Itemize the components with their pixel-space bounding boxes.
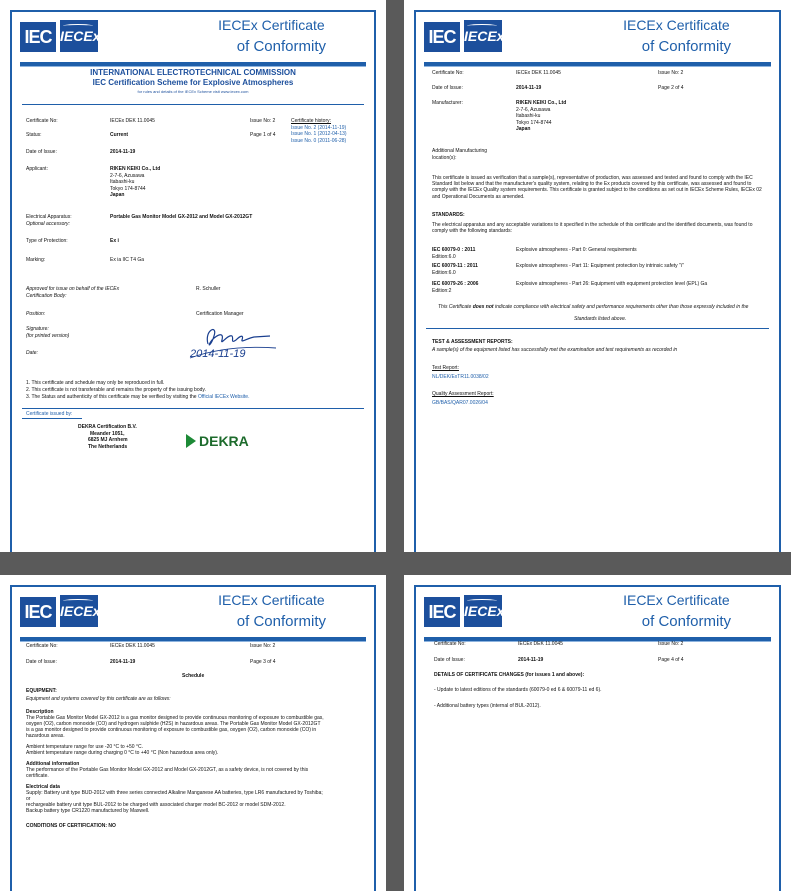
certificate-title: IECEx Certificate of Conformity — [218, 592, 326, 630]
cert-no-label: Certificate No: — [26, 643, 58, 649]
date-label: Date of Issue: — [432, 85, 463, 91]
description-text: oxygen (O2), carbon monoxide (CO) and hydrogen sulphide (H2S) in hazardous areas. The Portable Gas Monitor Model GX-2012GT — [26, 721, 321, 727]
applicant-address: 2-7-6, Azusawa — [110, 172, 145, 179]
page-number: Page 3 of 4 — [250, 659, 276, 665]
equipment-sub: Equipment and systems covered by this certificate are as follows: — [26, 696, 171, 702]
note-1: 1. This certificate and schedule may only be reproduced in full. — [26, 380, 165, 386]
certificate-title: IECEx Certificate of Conformity — [623, 17, 731, 55]
change-item: - Additional battery types (internal of BUL-2012). — [434, 703, 541, 709]
certificate-title: IECEx Certificate of Conformity — [218, 17, 326, 55]
cert-no: IECEx DEK 11.0045 — [110, 118, 155, 124]
certificate-header — [424, 14, 771, 60]
applicant-address: Itabashi-ku — [110, 179, 135, 185]
approver-name: R. Schuller — [196, 286, 221, 292]
history-label: Certificate history: — [291, 118, 332, 124]
certificate-page-1 — [0, 0, 386, 552]
manufacturer-country: Japan — [516, 126, 531, 132]
page-number: Page 1 of 4 — [250, 132, 276, 138]
issuer-address: Meander 1051, — [90, 430, 125, 437]
certificate-page-3 — [0, 575, 386, 891]
applicant-address: Tokyo 174-8744 — [110, 185, 146, 192]
optional-accessory-label: Optional accessory: — [26, 221, 70, 227]
certificate-page-2 — [404, 0, 791, 552]
disclaimer: This Certificate does not indicate compliance with electrical safety and performance requirements other than those expressly included in the — [438, 304, 749, 310]
test-report-link[interactable]: NL/DEK/ExTR11.0038/02 — [432, 374, 489, 380]
date-label: Date of Issue: — [26, 149, 57, 155]
signature-label: (for printed version) — [26, 332, 70, 339]
apparatus-label: Electrical Apparatus: — [26, 214, 72, 220]
iecex-website-link[interactable]: Official IECEx Website. — [197, 394, 250, 400]
cert-no: IECEx DEK 11.0045 — [110, 643, 155, 649]
iec-logo: IEC — [424, 597, 460, 627]
iecex-logo: IECEx — [60, 595, 98, 627]
manufacturer-address: Itabashi-ku — [516, 113, 541, 119]
manufacturer-address: 2-7-6, Azusawa — [516, 106, 551, 113]
additional-location-label: Additional Manufacturing — [432, 148, 488, 154]
page-number: Page 2 of 4 — [658, 85, 684, 91]
conditions-heading: CONDITIONS OF CERTIFICATION: NO — [26, 823, 116, 829]
change-item: - Update to latest editions of the standards (60079-0 ed 6 & 60079-11 ed 6). — [434, 687, 602, 693]
verification-text: This certificate is issued as verification that a sample(s), representative of production, was assessed and tested and found to comply with the IEC Standard list below and that the manufacturer's quality system, relating to the Ex products covered by this certificate, was assessed and found to comply with the IECEx Quality system requirements. This certificate is granted subject to the conditions as set out in IECEx Scheme Rules, IECEx 02 and Operational Documents as amended. — [432, 175, 762, 200]
issuer-name: DEKRA Certification B.V. — [78, 424, 137, 430]
date-value: 2014-11-19 — [516, 85, 542, 91]
additional-location-label: location(s): — [432, 154, 457, 161]
applicant-label: Applicant: — [26, 166, 48, 172]
equipment-heading: EQUIPMENT: — [26, 688, 57, 694]
protection-label: Type of Protection: — [26, 238, 68, 244]
certificate-header — [20, 14, 366, 60]
date-value: 2014-11-19 — [110, 149, 136, 155]
description-heading: Description — [26, 709, 54, 715]
standard-desc: Explosive atmospheres - Part 11: Equipment protection by intrinsic safety "i" — [516, 263, 684, 269]
protection-value: Ex i — [110, 238, 119, 244]
standard-edition: Edition:6.0 — [432, 253, 456, 260]
electrical-line: Supply: Battery unit type BUD-2012 with three series connected Alkaline Manganese AA batteries, type LR6 manufactured by Toshiba; — [26, 790, 323, 796]
manufacturer-label: Manufacturer: — [432, 100, 463, 106]
iec-logo: IEC — [424, 22, 460, 52]
standards-text: The electrical apparatus and any acceptable variations to it specified in the schedule of this certificate and the identified documents, was found to comply with the following standards: — [432, 222, 753, 235]
iecex-logo: IECEx — [464, 595, 502, 627]
header-rule — [424, 62, 771, 67]
date-label: Date of Issue: — [434, 657, 465, 663]
standard-desc: Explosive atmospheres - Part 0: General requirements — [516, 247, 637, 253]
divider — [22, 104, 364, 105]
history-link-0[interactable]: Issue No. 0 (2011-06-28) — [291, 137, 347, 144]
changes-heading: DETAILS OF CERTIFICATE CHANGES (for issues 1 and above): — [434, 672, 585, 678]
manufacturer-name: RIKEN KEIKI Co., Ltd — [516, 100, 567, 106]
position-label: Position: — [26, 311, 46, 317]
additional-text: certificate. — [26, 773, 49, 779]
divider — [22, 408, 364, 409]
dekra-logo: DEKRA — [186, 433, 249, 449]
iec-logo: IEC — [20, 597, 56, 627]
test-heading: TEST & ASSESSMENT REPORTS: — [432, 339, 513, 345]
marking-value: Ex ia IIC T4 Ga — [110, 257, 145, 263]
test-text: A sample(s) of the equipment listed has successfully met the examination and test requirements as recorded in — [432, 347, 678, 353]
approved-label: Certification Body: — [26, 292, 67, 299]
cert-no: IECEx DEK 11.0045 — [516, 70, 561, 76]
page-number: Page 4 of 4 — [658, 657, 684, 663]
status-label: Status: — [26, 132, 42, 138]
issue-no: Issue No: 2 — [250, 118, 276, 124]
certificate-title: IECEx Certificate of Conformity — [623, 592, 731, 630]
header-rule — [424, 637, 771, 642]
note-2: 2. This certificate is not transferable and remains the property of the issuing body. — [26, 387, 206, 393]
cert-no-label: Certificate No: — [26, 118, 58, 124]
handwritten-signature — [178, 322, 278, 367]
marking-label: Marking: — [26, 257, 46, 263]
electrical-line: Backup battery type CR1220 manufactured by Maxwell. — [26, 808, 150, 814]
date2-label: Date: — [26, 350, 38, 356]
description-text: is a gas monitor designed to provide continuous monitoring of exposure to combustible gas, oxygen (O2), carbon monoxide (CO) in — [26, 727, 317, 733]
iecex-logo: IECEx — [464, 20, 502, 52]
divider — [22, 418, 82, 419]
additional-heading: Additional information — [26, 761, 80, 767]
cert-no-label: Certificate No: — [432, 70, 464, 76]
qar-link[interactable]: GB/BAS/QAR07.0026/04 — [432, 400, 488, 406]
standard-edition: Edition:6.0 — [432, 269, 456, 276]
approved-label: Approved for issue on behalf of the IECEx — [26, 286, 120, 292]
disclaimer: Standards listed above. — [574, 316, 627, 322]
additional-text: The performance of the Portable Gas Monitor Model GX-2012 and Model GX-2012GT, as a safety device, is not covered by this — [26, 767, 309, 773]
date-value: 2014-11-19 — [518, 657, 544, 663]
history-link-1[interactable]: Issue No. 1 (2012-04-13) — [291, 131, 347, 137]
issue-no: Issue No: 2 — [658, 70, 684, 76]
standard-edition: Edition:2 — [432, 287, 452, 294]
applicant-name: RIKEN KEIKI Co., Ltd — [110, 166, 161, 172]
standard-code: IEC 60079-26 : 2006 — [432, 281, 479, 287]
date-label: Date of Issue: — [26, 659, 57, 665]
standard-code: IEC 60079-0 : 2011 — [432, 247, 476, 253]
commission-heading: INTERNATIONAL ELECTROTECHNICAL COMMISSION IEC Certification Scheme for Explosive Atmospheres for rules and details of the IECEx Scheme visit www.iecex.com — [90, 68, 296, 94]
standard-code: IEC 60079-11 : 2011 — [432, 263, 478, 269]
electrical-line: or — [26, 796, 31, 802]
description-text: The Portable Gas Monitor Model GX-2012 is a gas monitor designed to provide continuous monitoring of exposure to combustible gas, — [26, 715, 324, 721]
history-link-2[interactable]: Issue No. 2 (2014-11-19) — [291, 124, 347, 131]
apparatus-value: Portable Gas Monitor Model GX-2012 and Model GX-2012GT — [110, 214, 253, 220]
date-value: 2014-11-19 — [110, 659, 136, 665]
applicant-country: Japan — [110, 192, 125, 198]
test-report-label: Test Report: — [432, 365, 459, 371]
certificate-header — [424, 589, 771, 635]
iecex-logo: IECEx — [60, 20, 98, 52]
note-3: 3. The Status and authenticity of this certificate may be verified by visiting the Official IECEx Website. — [26, 394, 250, 400]
signature-label: Signature: — [26, 326, 49, 332]
cert-no-label: Certificate No: — [434, 641, 466, 647]
dekra-arrow-icon — [186, 434, 196, 448]
standards-heading: STANDARDS: — [432, 212, 465, 218]
certificate-page-4 — [404, 575, 791, 891]
issuer-address: 6825 MJ Arnhem — [88, 437, 128, 443]
standard-desc: Explosive atmospheres - Part 26: Equipment with equipment protection level (EPL) Ga — [516, 281, 708, 287]
electrical-line: rechargeable battery unit type BUL-2012 to be charged with associated charger model BC-2012 or model SDM-2012. — [26, 802, 286, 808]
divider — [426, 328, 769, 329]
schedule-title: Schedule — [182, 673, 205, 679]
issued-by-label: Certificate issued by: — [26, 411, 73, 417]
manufacturer-address: Tokyo 174-8744 — [516, 119, 552, 126]
header-rule — [20, 637, 366, 642]
description-text: hazardous areas. — [26, 733, 65, 739]
ambient-use: Ambient temperature range for use -20 °C to +50 °C. — [26, 744, 143, 750]
header-rule — [20, 62, 366, 67]
qar-label: Quality Assessment Report: — [432, 391, 494, 397]
issue-no: Issue No: 2 — [250, 643, 276, 649]
iec-logo: IEC — [20, 22, 56, 52]
electrical-heading: Electrical data — [26, 784, 60, 790]
status-value: Current — [110, 132, 129, 138]
issue-no: Issue No: 2 — [658, 641, 684, 647]
issuer-country: The Netherlands — [88, 443, 128, 450]
position-value: Certification Manager — [196, 311, 244, 317]
certificate-header — [20, 589, 366, 635]
ambient-charging: Ambient temperature range during charging 0 °C to +40 °C (Non hazardous area only). — [26, 750, 219, 756]
cert-no: IECEx DEK 11.0045 — [518, 641, 563, 647]
handwritten-date: 2014-11-19 — [190, 348, 246, 360]
